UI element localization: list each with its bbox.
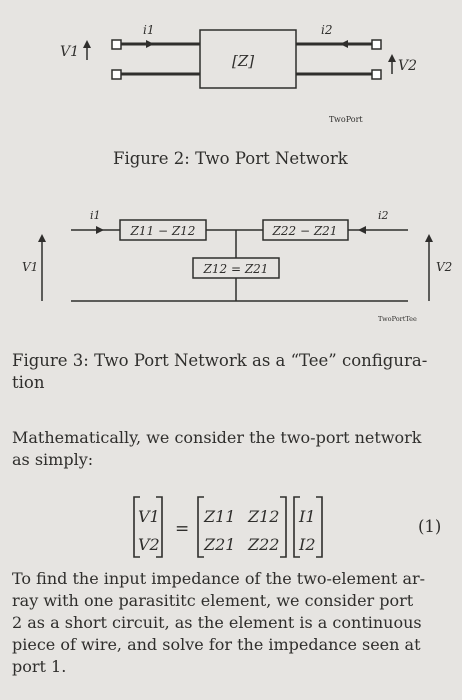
fig2-terminal — [372, 70, 381, 79]
bracket-right-icon — [280, 497, 286, 557]
fig2-current-label-right: i2 — [321, 23, 333, 37]
fig3-current-arrow-left — [96, 226, 104, 234]
eq-i2: I2 — [299, 535, 316, 554]
figure-2-diagram — [0, 0, 462, 140]
fig3-voltage-label-left: V1 — [22, 260, 39, 274]
paragraph-line: port 1. — [12, 657, 67, 676]
paragraph-line: piece of wire, and solve for the impedance seen at — [12, 635, 421, 654]
fig3-z-left-label: Z11 − Z12 — [130, 224, 196, 238]
eq-z22: Z22 — [248, 535, 280, 554]
figure-3-caption-line: Figure 3: Two Port Network as a “Tee” configura- — [12, 351, 428, 370]
paragraph-input-impedance — [12, 568, 458, 678]
figure-3-caption-line: tion — [12, 373, 45, 392]
fig3-z-right-label: Z22 − Z21 — [272, 224, 338, 238]
fig2-voltage-label-right: V2 — [398, 58, 418, 74]
equation-1 — [120, 494, 350, 560]
fig3-z-shunt-label: Z12 = Z21 — [203, 262, 269, 276]
fig2-voltage-arrowhead-left — [83, 40, 91, 48]
fig2-current-arrow-left — [146, 40, 154, 48]
eq-v1: V1 — [138, 507, 160, 526]
fig2-small-label: TwoPort — [329, 115, 363, 124]
paragraph-line: Mathematically, we consider the two-port network — [12, 428, 422, 447]
eq-z12: Z12 — [248, 507, 280, 526]
fig2-terminal — [372, 40, 381, 49]
bracket-right-icon — [316, 497, 322, 557]
fig2-terminal — [112, 70, 121, 79]
fig2-terminal — [112, 40, 121, 49]
fig2-voltage-arrowhead-right — [388, 54, 396, 62]
paragraph-intro — [12, 427, 458, 471]
eq-i1: I1 — [299, 507, 316, 526]
fig3-current-label-right: i2 — [378, 209, 389, 222]
paragraph-line: as simply: — [12, 450, 94, 469]
fig3-voltage-arrowhead-left — [38, 234, 46, 242]
equation-number: (1) — [418, 517, 442, 536]
paragraph-line: To find the input impedance of the two-element ar- — [12, 569, 426, 588]
eq-z21: Z21 — [204, 535, 236, 554]
fig2-voltage-label-left: V1 — [60, 44, 80, 60]
figure-3-caption — [12, 350, 458, 394]
fig3-voltage-label-right: V2 — [436, 260, 453, 274]
eq-v2: V2 — [138, 535, 160, 554]
fig2-box-label: [Z] — [232, 52, 255, 70]
paragraph-line: 2 as a short circuit, as the element is a continuous — [12, 613, 422, 632]
fig2-current-arrow-right — [340, 40, 348, 48]
fig3-current-label-left: i1 — [90, 209, 101, 222]
eq-equals-sign: = — [175, 519, 190, 539]
figure-2-caption: Figure 2: Two Port Network — [113, 149, 348, 168]
eq-z11: Z11 — [204, 507, 236, 526]
fig3-current-arrow-right — [358, 226, 366, 234]
fig3-voltage-arrowhead-right — [425, 234, 433, 242]
fig3-small-label: TwoPortTee — [378, 315, 417, 323]
figure-3-diagram — [0, 190, 462, 330]
paragraph-line: ray with one parasititc element, we consider port — [12, 591, 414, 610]
fig2-current-label-left: i1 — [143, 23, 155, 37]
